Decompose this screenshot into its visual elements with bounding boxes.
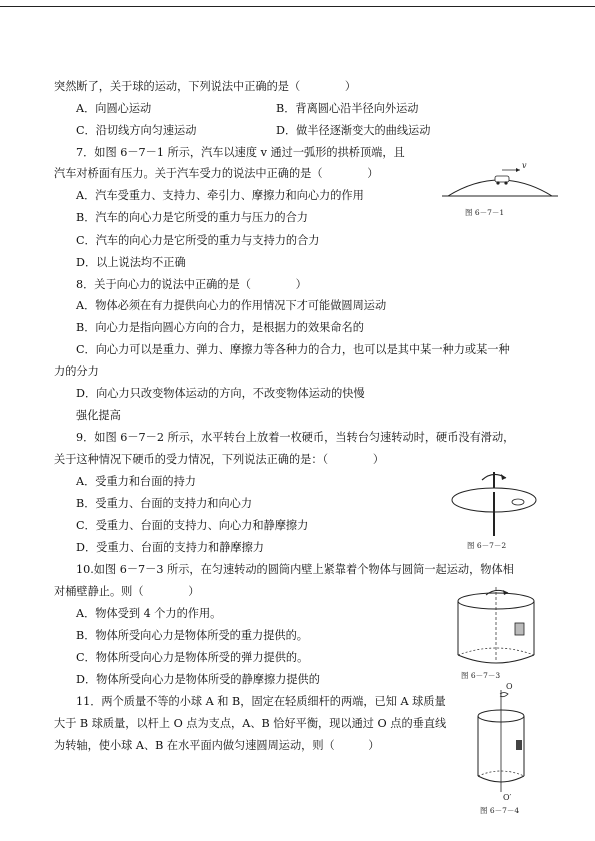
point-o-label: O [506, 682, 513, 691]
option-b: B．汽车的向心力是它所受的重力与压力的合力 [76, 211, 308, 224]
text-line: 为转轴，使小球 A、B 在水平面内做匀速圆周运动，则（ ） [54, 739, 380, 752]
point-o-prime-label: O′ [503, 793, 512, 802]
figure-caption: 图 6－7－4 [480, 806, 520, 815]
option-d: D．做半径逐渐变大的曲线运动 [276, 124, 431, 137]
figure-caption: 图 6－7－1 [465, 208, 505, 217]
figure-caption: 图 6－7－2 [467, 541, 507, 550]
option-a: A．受重力和台面的持力 [76, 475, 196, 488]
option-d: D．以上说法均不正确 [76, 256, 186, 269]
block-on-wall [515, 623, 524, 635]
question-10: 10.如图 6－7－3 所示，在匀速转动的圆筒内壁上紧靠着个物体与圆筒一起运动，物体相 [76, 563, 514, 576]
coin [512, 499, 524, 505]
figure-turntable [448, 468, 538, 540]
option-c: C．物体所受向心力是物体所受的弹力提供的。 [76, 651, 309, 664]
option-b: B．背离圆心沿半径向外运动 [276, 102, 419, 115]
question-9: 9．如图 6－7－2 所示，水平转台上放着一枚硬币，当转台匀速转动时，硬币没有滑动， [76, 431, 515, 444]
figure-axis-cylinder [470, 680, 540, 806]
question-11: 11．两个质量不等的小球 A 和 B，固定在轻质细杆的两端，已知 A 球质量 [76, 695, 446, 708]
option-a: A．汽车受重力、支持力、牵引力、摩擦力和向心力的作用 [76, 189, 364, 202]
block-on-wall [516, 740, 522, 750]
option-b: B．受重力、台面的支持力和向心力 [76, 497, 253, 510]
option-c: C．沿切线方向匀速运动 [76, 124, 197, 137]
option-a: A．向圆心运动 [76, 102, 152, 115]
option-d: D．向心力只改变物体运动的方向，不改变物体运动的快慢 [76, 387, 365, 400]
question-8: 8．关于向心力的说法中正确的是（ ） [76, 278, 307, 291]
figure-arch-bridge [440, 160, 560, 205]
option-d: D．物体所受向心力是物体所受的静摩擦力提供的 [76, 673, 320, 686]
cylinder-top [458, 593, 534, 609]
text-line: 对桶壁静止。则（ ） [54, 585, 200, 598]
question-7: 7．如图 6－7－1 所示，汽车以速度 v 通过一弧形的拱桥顶端，且 [76, 146, 405, 159]
text-line: 突然断了，关于球的运动，下列说法中正确的是（ ） [54, 80, 357, 93]
text-line: 力的分力 [54, 365, 99, 378]
figure-caption: 图 6－7－3 [461, 671, 501, 680]
option-b: B．向心力是指向圆心方向的合力，是根据力的效果命名的 [76, 321, 364, 334]
option-c: C．向心力可以是重力、弹力、摩擦力等各种力的合力，也可以是其中某一种力或某一种 [76, 343, 510, 356]
section-heading: 强化提高 [76, 409, 121, 422]
option-b: B．物体所受向心力是物体所受的重力提供的。 [76, 629, 308, 642]
velocity-label: v [522, 161, 527, 170]
option-c: C．汽车的向心力是它所受的重力与支持力的合力 [76, 234, 320, 247]
option-d: D．受重力、台面的支持力和静摩擦力 [76, 541, 264, 554]
header-rule [0, 6, 595, 7]
option-a: A．物体必须在有力提供向心力的作用情况下才可能做圆周运动 [76, 299, 387, 312]
car-icon [495, 176, 509, 182]
text-line: 大于 B 球质量，以杆上 O 点为支点，A、B 恰好平衡，现以通过 O 点的垂直线 [54, 717, 447, 730]
figure-rotating-cylinder [452, 585, 542, 667]
text-line: 关于这种情况下硬币的受力情况，下列说法正确的是：（ ） [54, 453, 385, 466]
option-a: A．物体受到 4 个力的作用。 [76, 607, 222, 620]
text-line: 汽车对桥面有压力。关于汽车受力的说法中正确的是（ ） [54, 167, 379, 180]
option-c: C．受重力、台面的支持力、向心力和静摩擦力 [76, 519, 309, 532]
